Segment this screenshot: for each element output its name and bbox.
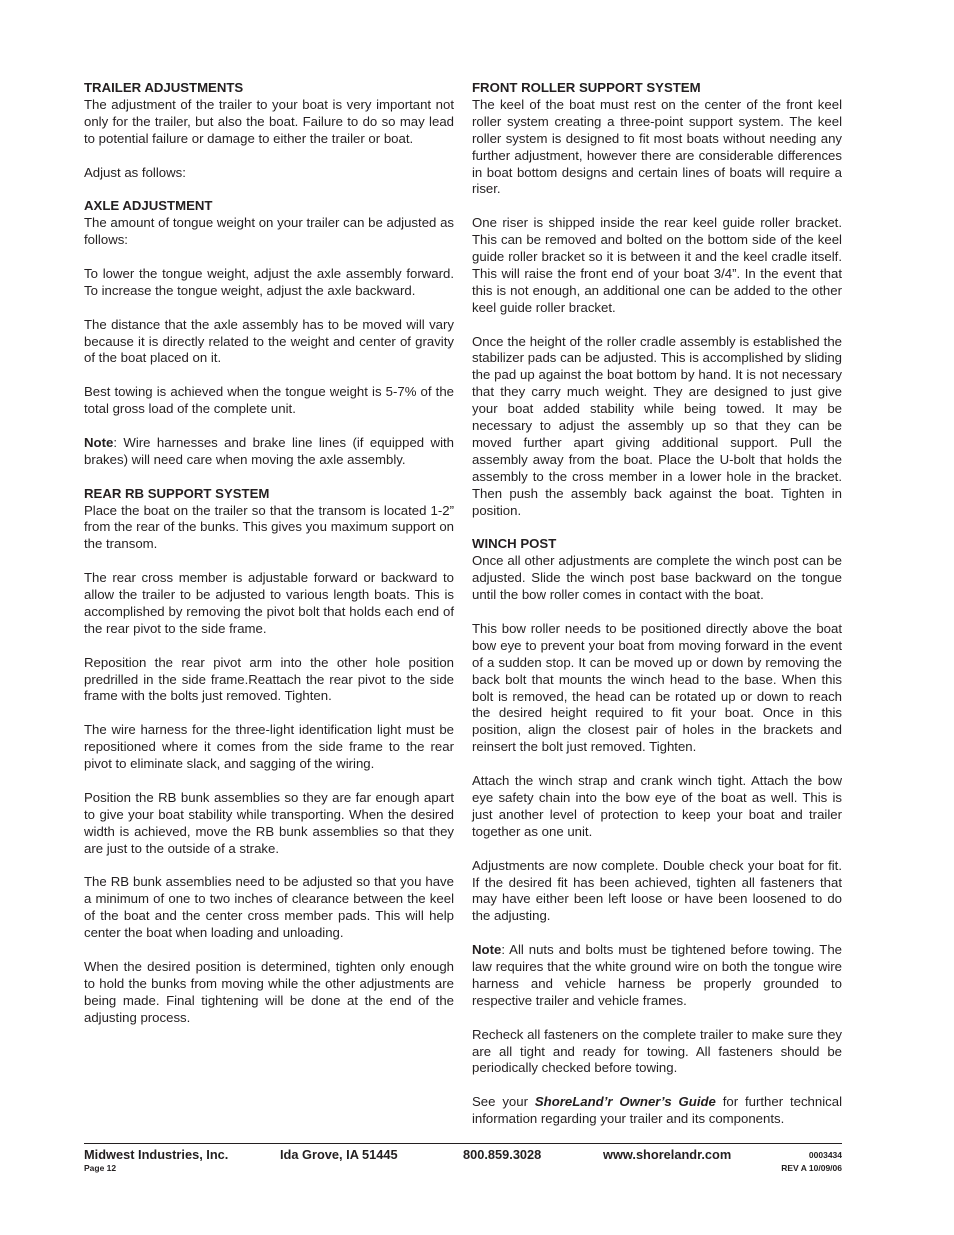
winch-paragraph-3: Attach the winch strap and crank winch tight. Attach the bow eye safety chain into the bow eye of the boat as well. This is just another level of protection to keep your boat and trailer together as one unit.	[472, 773, 842, 839]
rear-rb-paragraph-7: When the desired position is determined, tighten only enough to hold the bunks from moving while the other adjustments are being made. Final tightening will be done at the end of the adjusting process.	[84, 958, 454, 1025]
front-roller-support-heading: FRONT ROLLER SUPPORT SYSTEM	[472, 80, 701, 95]
axle-paragraph-1: The amount of tongue weight on your trailer can be adjusted as follows:	[84, 215, 454, 248]
rear-rb-paragraph-3: Reposition the rear pivot arm into the other hole position predrilled in the side frame.Reattach the rear pivot to the side frame with the bolts just removed. Tighten.	[84, 654, 454, 704]
axle-note	[84, 435, 454, 469]
trailer-adjustments-heading: TRAILER ADJUSTMENTS	[84, 80, 244, 95]
axle-paragraph-3: The distance that the axle assembly has to be moved will vary because it is directly related to the weight and center of gravity of the boat placed on it.	[84, 316, 454, 366]
right-column	[472, 80, 842, 1128]
front-roller-paragraph-1: The keel of the boat must rest on the center of the front keel roller system creating a three-point support system. The keel roller system is designed to fit most boats without needing any further adjustment, however there are considerable differences in boat bottom designs and certain lines of boats will require a riser.	[472, 96, 842, 197]
rear-rb-paragraph-4: The wire harness for the three-light identification light must be repositioned where it comes from the side frame to the rear pivot to eliminate slack, and sagging of the wiring.	[84, 722, 454, 772]
winch-post-heading: WINCH POST	[472, 536, 557, 552]
rear-rb-paragraph-6: The RB bunk assemblies need to be adjusted so that you have a minimum of one to two inches of clearance between the keel of the boat and the center cross member pads. This will help center the boat when loading and unloading.	[84, 874, 454, 941]
trailer-adjustments-paragraph: The adjustment of the trailer to your boat is very important not only for the trailer, but also the boat. Failure to do so may lead to potential failure or damage to either the trailer or boat.	[84, 96, 454, 146]
front-roller-paragraph-3: Once the height of the roller cradle assembly is established the stabilizer pads can be adjusted. This is accomplished by sliding the pad up against the boat bottom by hand. It is not necessary that they carry much weight. They are designed to just give your boat added stability while being towed. It may be necessary to adjust the assembly up so that they can be moved further apart giving additional support. Pull the assembly away from the boat. Place the U-bolt that holds the assembly to the cross member in a lower hole in the bracket. Then push the assembly back against the boat. Tighten in position.	[472, 333, 842, 518]
owners-guide-title: ShoreLand’r Owner’s Guide	[534, 1094, 716, 1110]
winch-paragraph-2: This bow roller needs to be positioned directly above the boat bow eye to prevent your boat from moving forward in the event of a sudden stop. It can be moved up or down by removing the back bolt that mounts the winch head to the base. When this bolt is removed, the head can be rotated up or down to reach the desired height required to fit your boat. Once in this position, align the closest pair of holes in the brackets and reinsert the bolt just removed. Tighten.	[472, 620, 842, 755]
winch-paragraph-1: Once all other adjustments are complete the winch post can be adjusted. Slide the winch post base backward on the tongue until the bow roller comes in contact with the boat.	[472, 553, 842, 603]
owners-guide-reference	[472, 1094, 842, 1128]
rear-rb-paragraph-2: The rear cross member is adjustable forward or backward to allow the trailer to be adjusted to various length boats. This is accomplished by removing the pivot bolt that holds each end of the rear pivot to the side frame.	[84, 570, 454, 636]
footer-website: www.shorelandr.com	[603, 1147, 732, 1162]
winch-note	[472, 942, 842, 1010]
note-text: : Wire harnesses and brake line lines (if equipped with brakes) will need care when moving the axle assembly.	[84, 434, 454, 467]
footer-divider	[84, 1143, 842, 1144]
footer-address: Ida Grove, IA 51445	[280, 1147, 398, 1162]
footer-company: Midwest Industries, Inc.	[84, 1147, 229, 1162]
note-text: : All nuts and bolts must be tightened before towing. The law requires that the white ground wire on both the tongue wire harness and vehicle harness be properly grounded to respective trailer and vehicle frames.	[472, 942, 842, 1008]
axle-adjustment-heading: AXLE ADJUSTMENT	[84, 198, 213, 214]
rear-rb-support-heading: REAR RB SUPPORT SYSTEM	[84, 485, 270, 501]
axle-paragraph-4: Best towing is achieved when the tongue weight is 5-7% of the total gross load of the complete unit.	[84, 384, 454, 417]
note-label: Note	[84, 434, 114, 450]
adjust-as-follows-text: Adjust as follows:	[84, 164, 186, 180]
winch-paragraph-5: Recheck all fasteners on the complete trailer to make sure they are all tight and ready for towing. All fasteners should be periodically checked before towing.	[472, 1026, 842, 1076]
winch-paragraph-4: Adjustments are now complete. Double check your boat for fit. If the desired fit has been achieved, tighten all fasteners that may have either been left loose or have been loosened to do the adjusting.	[472, 857, 842, 924]
footer-phone: 800.859.3028	[463, 1147, 542, 1162]
front-roller-paragraph-2: One riser is shipped inside the rear keel guide roller bracket. This can be removed and bolted on the bottom side of the keel guide roller bracket so it is between it and the keel cradle itself. This will raise the front end of your boat 3/4”. In the event that this is not enough, an additional one can be added to the other keel guide roller bracket.	[472, 215, 842, 315]
rear-rb-paragraph-1: Place the boat on the trailer so that the transom is located 1-2” from the rear of the bunks. This gives you maximum support on the transom.	[84, 502, 454, 552]
footer-doc-number: 0003434	[808, 1150, 842, 1160]
footer-page-number: Page 12	[84, 1163, 117, 1173]
see-suffix: for further technical information regarding your trailer and its components.	[472, 1094, 843, 1127]
axle-paragraph-2: To lower the tongue weight, adjust the axle assembly forward. To increase the tongue weight, adjust the axle backward.	[84, 265, 454, 298]
rear-rb-paragraph-5: Position the RB bunk assemblies so they are far enough apart to give your boat stability while transporting. When the desired width is achieved, move the RB bunk assemblies so that they are just to the outside of a strake.	[84, 789, 454, 856]
left-column	[84, 80, 454, 1027]
note-label: Note	[472, 942, 502, 958]
see-prefix: See your	[472, 1094, 535, 1110]
footer-revision: REV A 10/09/06	[781, 1163, 842, 1173]
